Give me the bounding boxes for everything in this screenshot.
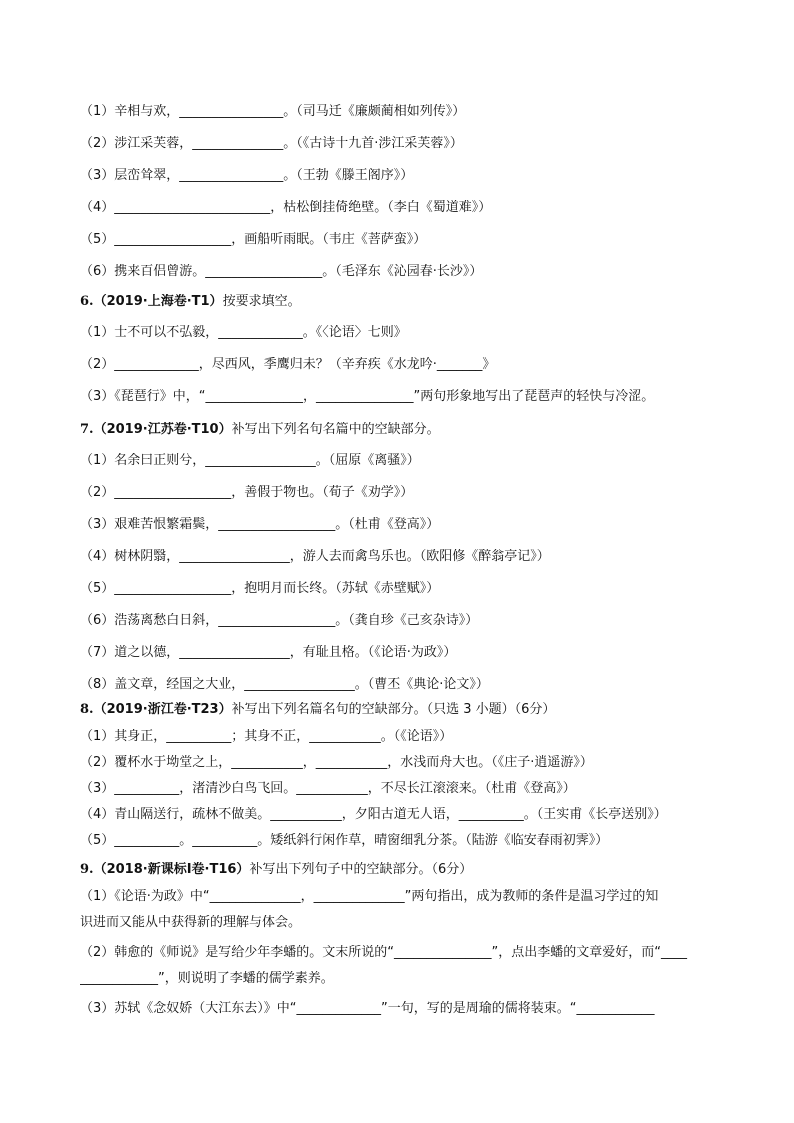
item-line-continuation: 识进而又能从中获得新的理解与体会。 bbox=[80, 915, 302, 930]
question-6-heading bbox=[80, 294, 730, 310]
item-line: （1）《论语·为政》中“______________，______________”两句指出，成为教师的条件是温习学过的知 bbox=[80, 889, 659, 904]
question-source: （2019·江苏卷·T10） bbox=[93, 422, 232, 437]
question-source: （2019·浙江卷·T23） bbox=[93, 702, 232, 717]
item-line: （4）树林阴翳，_________________，游人去而禽鸟乐也。（欧阳修《醉翁亭记》） bbox=[80, 549, 550, 564]
item-line: （1）其身正，__________；其身不正，___________。（《论语》） bbox=[80, 729, 453, 744]
item-line: （2）韩愈的《师说》是写给少年李蟠的。文末所说的“_______________”，点出李蟠的文章爱好，而“____ bbox=[80, 945, 687, 960]
item-line: （7）道之以德，_________________，有耻且格。（《论语·为政》） bbox=[80, 645, 457, 660]
item-line: （5）__________。__________。矮纸斜行闲作草，晴窗细乳分茶。（陆游《临安春雨初霁》） bbox=[80, 833, 609, 848]
question-source: （2018·新课标Ⅰ卷·T16） bbox=[93, 862, 250, 877]
item-line: （6）浩荡离愁白日斜，__________________。（龚自珍《己亥杂诗》） bbox=[80, 613, 479, 628]
question-8-heading bbox=[80, 702, 730, 718]
item-line: （6）携来百侣曾游。__________________。（毛泽东《沁园春·长沙》） bbox=[80, 264, 483, 279]
question-9-heading bbox=[80, 862, 730, 878]
question-instruction: 按要求填空。 bbox=[222, 294, 301, 309]
item-line: （4）________________________，枯松倒挂倚绝壁。（李白《蜀道难》） bbox=[80, 200, 492, 215]
question-instruction: 补写出下列名篇名句的空缺部分。（只选 3 小题）（6分） bbox=[231, 702, 556, 717]
item-line-continuation: ____________”，则说明了李蟠的儒学素养。 bbox=[80, 971, 334, 986]
item-line: （2）涉江采芙蓉，______________。（《古诗十九首·涉江采芙蓉》） bbox=[80, 136, 463, 151]
item-line: （4）青山隔送行，疏林不做美。___________，夕阳古道无人语，__________。（王实甫《长亭送别》） bbox=[80, 807, 667, 822]
question-number: 6. bbox=[80, 294, 94, 309]
question-number: 8. bbox=[80, 702, 94, 717]
question-7-heading bbox=[80, 422, 730, 438]
item-line: （2）_____________，尽西风，季鹰归未？（辛弃疾《水龙吟·_______》 bbox=[80, 357, 496, 372]
question-instruction: 补写出下列句子中的空缺部分。（6分） bbox=[249, 862, 473, 877]
question-number: 9. bbox=[80, 862, 94, 877]
item-line: （2）覆杯水于坳堂之上，___________，___________，水浅而舟大也。（《庄子·逍遥游》） bbox=[80, 755, 593, 770]
item-line: （5）__________________，抱明月而长终。（苏轼《赤壁赋》） bbox=[80, 581, 440, 596]
item-line: （8）盖文章，经国之大业，_________________。（曹丕《典论·论文》） bbox=[80, 677, 489, 692]
item-line: （3）艰难苦恨繁霜鬓，__________________。（杜甫《登高》） bbox=[80, 517, 440, 532]
item-line: （3）苏轼《念奴娇（大江东去）》中“_____________”一句，写的是周瑜的儒将装束。“____________ bbox=[80, 1001, 655, 1016]
item-line: （1）辛相与欢，________________。（司马迁《廉颇蔺相如列传》） bbox=[80, 104, 466, 119]
item-line: （3）层峦耸翠，________________。（王勃《滕王阁序》） bbox=[80, 168, 414, 183]
item-line: （1）名余曰正则兮，_________________。（屈原《离骚》） bbox=[80, 453, 420, 468]
item-line: （5）__________________，画船听雨眠。（韦庄《菩萨蛮》） bbox=[80, 232, 427, 247]
item-line: （3）《琵琶行》中，“_______________，_______________”两句形象地写出了琵琶声的轻快与冷涩。 bbox=[80, 389, 655, 404]
question-source: （2019·上海卷·T1） bbox=[93, 294, 223, 309]
question-instruction: 补写出下列名句名篇中的空缺部分。 bbox=[231, 422, 440, 437]
question-number: 7. bbox=[80, 422, 94, 437]
item-line: （1）士不可以不弘毅，_____________。《〈论语〉七则》 bbox=[80, 325, 407, 340]
item-line: （2）__________________，善假于物也。（荀子《劝学》） bbox=[80, 485, 414, 500]
item-line: （3）__________，渚清沙白鸟飞回。___________，不尽长江滚滚来。（杜甫《登高》） bbox=[80, 781, 576, 796]
